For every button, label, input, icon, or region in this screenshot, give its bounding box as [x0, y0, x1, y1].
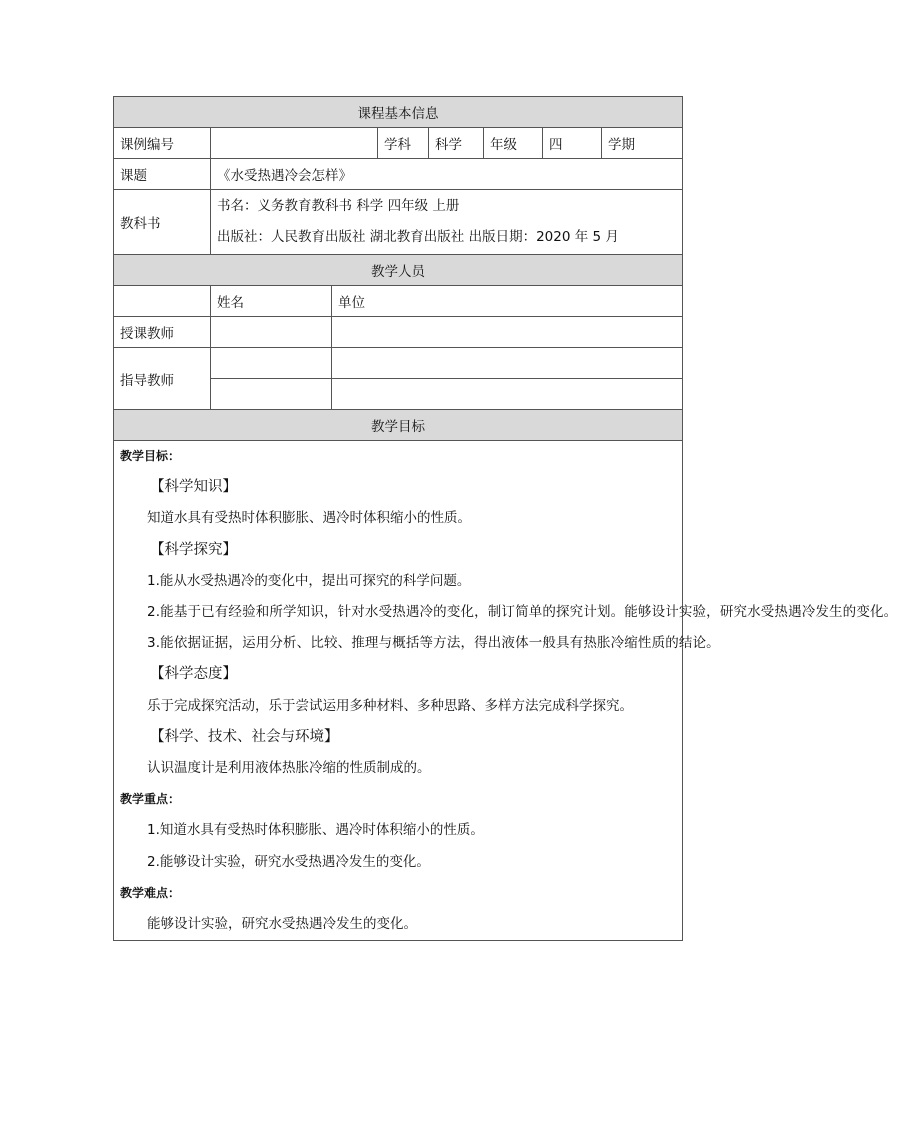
lecturer-label: 授课教师 [114, 317, 211, 348]
key-point-2: 2.能够设计实验，研究水受热遇冷发生的变化。 [147, 853, 430, 870]
topic-label: 课题 [114, 159, 211, 190]
topic-value[interactable]: 《水受热遇冷会怎样》 [211, 159, 683, 190]
inquiry-item-1: 1.能从水受热遇冷的变化中，提出可探究的科学问题。 [147, 572, 471, 589]
objectives-title: 教学目标： [120, 449, 181, 463]
textbook-cell [211, 190, 683, 255]
inquiry-heading: 【科学探究】 [150, 541, 237, 558]
advisor-unit-field-2[interactable] [332, 379, 683, 410]
textbook-label: 教科书 [114, 190, 211, 255]
teaching-goals-header: 教学目标 [114, 410, 683, 441]
advisor-label: 指导教师 [114, 348, 211, 410]
attitude-item: 乐于完成探究活动，乐于尝试运用多种材料、多种思路、多样方法完成科学探究。 [147, 697, 633, 714]
sts-item: 认识温度计是利用液体热胀冷缩的性质制成的。 [147, 760, 431, 777]
staff-corner-cell [114, 286, 211, 317]
course-info-header: 课程基本信息 [114, 97, 683, 128]
teaching-staff-header: 教学人员 [114, 255, 683, 286]
difficulty-item: 能够设计实验，研究水受热遇冷发生的变化。 [147, 916, 417, 933]
difficulty-title: 教学难点： [120, 885, 181, 900]
inquiry-item-3: 3.能依据证据，运用分析、比较、推理与概括等方法，得出液体一般具有热胀冷缩性质的结论。 [147, 635, 720, 652]
case-number-field[interactable] [211, 128, 378, 159]
key-point-1: 1.知道水具有受热时体积膨胀、遇冷时体积缩小的性质。 [147, 822, 484, 839]
grade-value[interactable]: 四 [543, 128, 602, 159]
knowledge-heading: 【科学知识】 [150, 479, 237, 496]
case-number-label: 课例编号 [114, 128, 211, 159]
teaching-goals-body [114, 441, 897, 941]
subject-value[interactable]: 科学 [429, 128, 484, 159]
publisher-line: 出版社：人民教育出版社 湖北教育出版社 出版日期：2020 年 5 月 [217, 229, 619, 245]
inquiry-item-2: 2.能基于已有经验和所学知识，针对水受热遇冷的变化，制订简单的探究计划。能够设计实验，研究水受热遇冷发生的变化。 [147, 604, 897, 621]
grade-label: 年级 [484, 128, 543, 159]
knowledge-item: 知道水具有受热时体积膨胀、遇冷时体积缩小的性质。 [147, 510, 471, 527]
unit-column-header: 单位 [332, 286, 683, 317]
term-label: 学期 [602, 128, 683, 159]
attitude-heading: 【科学态度】 [150, 666, 237, 683]
advisor-unit-field-1[interactable] [332, 348, 683, 379]
key-points-title: 教学重点： [120, 792, 181, 807]
lecturer-unit-field[interactable] [332, 317, 683, 348]
subject-label: 学科 [378, 128, 429, 159]
lecturer-name-field[interactable] [211, 317, 332, 348]
advisor-name-field-1[interactable] [211, 348, 332, 379]
lesson-info-table [113, 96, 897, 941]
name-column-header: 姓名 [211, 286, 332, 317]
book-title-line: 书名：义务教育教科书 科学 四年级 上册 [217, 198, 460, 214]
advisor-name-field-2[interactable] [211, 379, 332, 410]
sts-heading: 【科学、技术、社会与环境】 [150, 728, 339, 745]
